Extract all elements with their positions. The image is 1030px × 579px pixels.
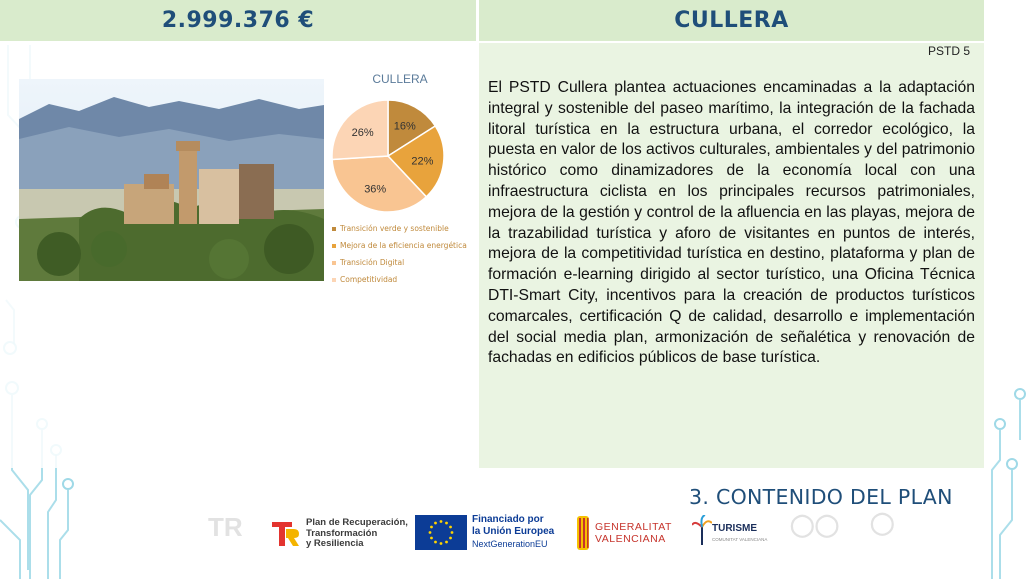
eu-star: [429, 531, 432, 534]
legend-label: Transición Digital: [340, 258, 405, 267]
legend-swatch: [332, 227, 336, 231]
turisme-logo: [692, 515, 767, 545]
description-text: El PSTD Cullera plantea actuaciones encaminadas a la adaptación integral y sostenible del paseo marítimo, la integración de la fachada litoral turística en la estructura urbana, el corredor ecológico, la puesta en valor de los activos culturales, ambientales y del patrimonio histórico como dinamizadores de la economía local con una infraestructura ciclista en los principales recursos patrimoniales, mejora de la gestión y control de la afluencia en las playas, mejora de la trazabilidad turística y aforo de visitantes en puntos de interés, mejora de la competitividad turística en destino, plataforma y plan de formación e-learning dirigido al sector turístico, una Oficina Técnica DTI-Smart City, incentivos para la creación de productos turísticos comarcales, certificación Q de calidad, desarrollo e implementación del social media plan, armonización de señalética y renovación de fachadas en edificios públicos de base turística.: [488, 79, 975, 367]
legend-item: [332, 220, 480, 237]
eu-star: [440, 520, 443, 523]
chart-title: CULLERA: [372, 72, 428, 86]
pie-chart-svg: [330, 84, 480, 234]
pie-data-label: 26%: [351, 127, 374, 140]
pie-data-label: 16%: [393, 120, 416, 133]
amount-header: [0, 0, 476, 41]
legend-swatch: [332, 261, 336, 265]
landscape-castle-photo: [19, 79, 324, 281]
pie-data-label: 36%: [364, 183, 387, 196]
pie-data-label: 22%: [411, 155, 434, 168]
pstd-tag: PSTD 5: [927, 44, 970, 58]
eu-star: [451, 531, 454, 534]
prtr-logo: [270, 518, 408, 550]
eu-star: [434, 540, 437, 543]
gva-line-1: GENERALITAT: [595, 521, 672, 533]
prtr-line-3: y Resiliencia: [306, 538, 364, 549]
prtr-line-2: Transformación: [306, 527, 378, 539]
eu-star: [430, 525, 433, 528]
legend-swatch: [332, 244, 336, 248]
eu-line-1: Financiado por: [472, 514, 544, 525]
palm-tree-icon: [692, 515, 712, 545]
faded-logo-mark-2: ◯◯: [790, 512, 840, 537]
legend-label: Competitividad: [340, 275, 398, 284]
legend-item: [332, 271, 480, 288]
location-header: [479, 0, 984, 41]
legend-swatch: [332, 278, 336, 282]
location-name: CULLERA: [674, 8, 789, 33]
turisme-sub: COMUNITAT VALENCIANA: [712, 537, 768, 542]
eu-star: [449, 525, 452, 528]
eu-line-2: la Unión Europea: [472, 526, 555, 537]
gva-logo: [575, 514, 672, 552]
funding-logos: [270, 512, 770, 558]
eu-star: [445, 540, 448, 543]
legend-item: [332, 237, 480, 254]
legend-label: Transición verde y sostenible: [340, 224, 449, 233]
amount-value: 2.999.376 €: [161, 8, 315, 33]
gva-shield-icon: [575, 514, 591, 552]
eu-star: [440, 542, 443, 545]
eu-star: [430, 536, 433, 539]
description-panel: [479, 43, 984, 468]
prtr-line-1: Plan de Recuperación,: [306, 517, 408, 528]
eu-flag-icon: [415, 515, 467, 550]
turisme-name: TURISME: [712, 523, 757, 534]
gva-line-2: VALENCIANA: [595, 533, 666, 545]
eu-star: [449, 536, 452, 539]
prtr-icon: [270, 519, 300, 549]
eu-line-3: NextGenerationEU: [472, 539, 548, 549]
section-title: 3. CONTENIDO DEL PLAN: [689, 485, 953, 509]
faded-logo-mark: TR: [208, 512, 243, 542]
eu-star: [434, 521, 437, 524]
legend-item: [332, 254, 480, 271]
legend-label: Mejora de la eficiencia energética: [340, 241, 467, 250]
faded-logo-mark-3: ◯: [870, 510, 895, 535]
eu-logo: [415, 514, 554, 550]
eu-star: [445, 521, 448, 524]
chart-legend: [332, 220, 480, 288]
